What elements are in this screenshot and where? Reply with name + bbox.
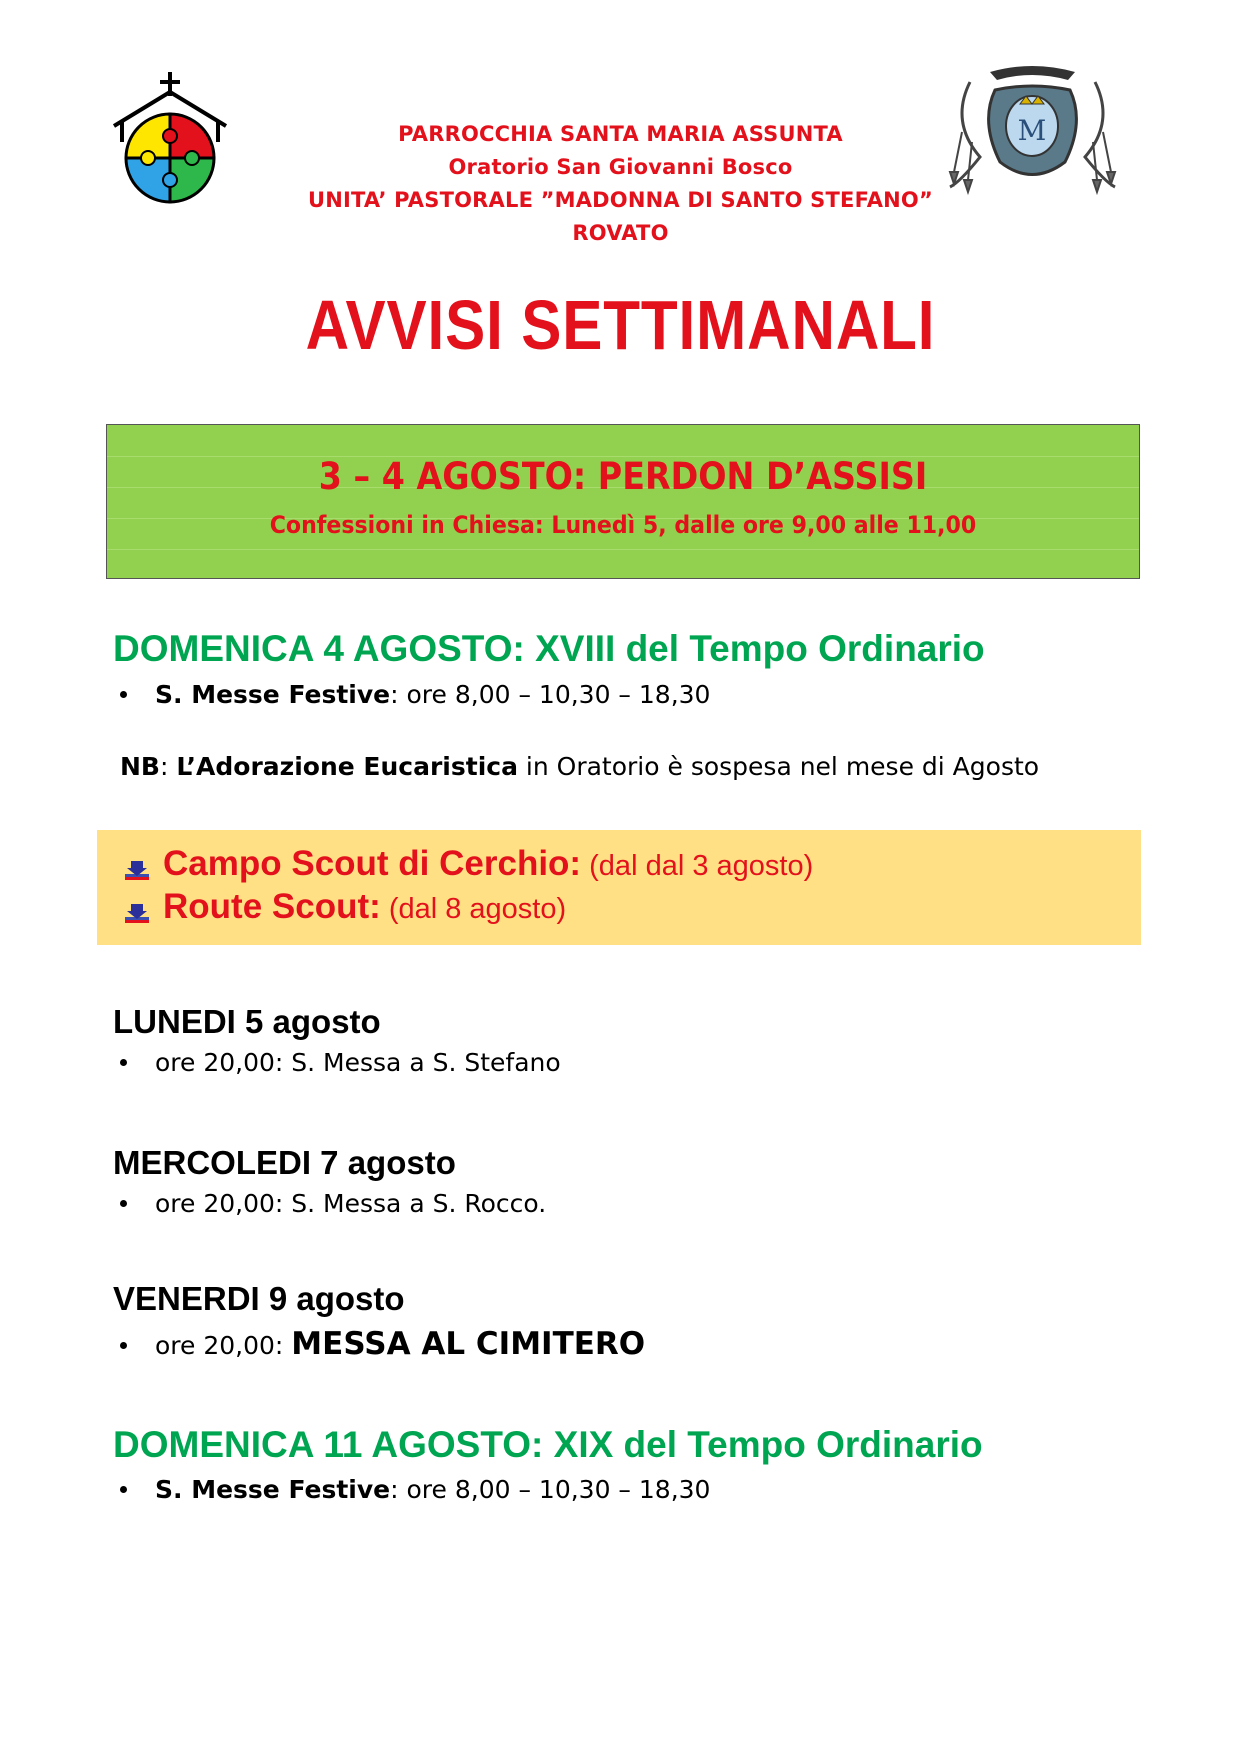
- bullet-dot-icon: [120, 1342, 127, 1349]
- arrow-bullet-icon: [123, 902, 151, 926]
- sunday-heading-1: DOMENICA 4 AGOSTO: XVIII del Tempo Ordinario: [113, 628, 985, 669]
- day-heading-wednesday: MERCOLEDI 7 agosto: [113, 1144, 456, 1181]
- arrow-bullet-icon: [123, 859, 151, 883]
- mass-label: S. Messe Festive: [155, 1475, 391, 1504]
- list-item: [120, 1048, 561, 1077]
- list-item: [120, 680, 710, 709]
- event-time: ore 20,00:: [155, 1331, 292, 1360]
- nb-bold-text: L’Adorazione Eucaristica: [176, 752, 518, 781]
- highlight-box: [106, 424, 1140, 579]
- scout-box: [97, 830, 1141, 945]
- list-item: [120, 1475, 710, 1504]
- scout-event-date: (dal dal 3 agosto): [581, 850, 814, 882]
- list-item: [123, 844, 813, 884]
- nb-colon: :: [159, 752, 177, 781]
- scout-event-title: Campo Scout di Cerchio:: [163, 844, 582, 883]
- sunday-heading-2: DOMENICA 11 AGOSTO: XIX del Tempo Ordinario: [113, 1424, 983, 1465]
- nb-rest-text: in Oratorio è sospesa nel mese di Agosto: [517, 752, 1040, 781]
- header-oratorio-name: Oratorio San Giovanni Bosco: [448, 155, 793, 179]
- mass-label: S. Messe Festive: [155, 680, 391, 709]
- bullet-dot-icon: [120, 1200, 127, 1207]
- list-item: [120, 1189, 546, 1218]
- page-title: AVVISI SETTIMANALI: [305, 286, 936, 364]
- day-heading-monday: LUNEDI 5 agosto: [113, 1003, 381, 1040]
- header-parish-name: PARROCCHIA SANTA MARIA ASSUNTA: [398, 122, 843, 146]
- event-text: ore 20,00: S. Messa a S. Rocco.: [155, 1189, 547, 1218]
- bullet-dot-icon: [120, 1059, 127, 1066]
- mass-times: : ore 8,00 – 10,30 – 18,30: [390, 1475, 711, 1504]
- event-text: ore 20,00: S. Messa a S. Stefano: [155, 1048, 561, 1077]
- bullet-dot-icon: [120, 691, 127, 698]
- svg-text:M: M: [1017, 114, 1047, 147]
- nb-note: [120, 752, 1039, 781]
- mass-times: : ore 8,00 – 10,30 – 18,30: [390, 680, 711, 709]
- header-town: ROVATO: [572, 221, 669, 245]
- highlight-subtitle: Confessioni in Chiesa: Lunedì 5, dalle ore 9,00 alle 11,00: [269, 511, 977, 539]
- list-item: [120, 1326, 645, 1362]
- bullet-dot-icon: [120, 1486, 127, 1493]
- scout-event-date: (dal 8 agosto): [380, 893, 567, 925]
- event-title: MESSA AL CIMITERO: [291, 1326, 646, 1362]
- nb-prefix: NB: [120, 752, 160, 781]
- day-heading-friday: VENERDI 9 agosto: [113, 1280, 405, 1317]
- list-item: [123, 887, 566, 927]
- scout-event-title: Route Scout:: [163, 887, 381, 926]
- header-pastoral-unit: UNITA’ PASTORALE ”MADONNA DI SANTO STEFANO”: [308, 188, 933, 212]
- highlight-title: 3 – 4 AGOSTO: PERDON D’ASSISI: [318, 455, 928, 498]
